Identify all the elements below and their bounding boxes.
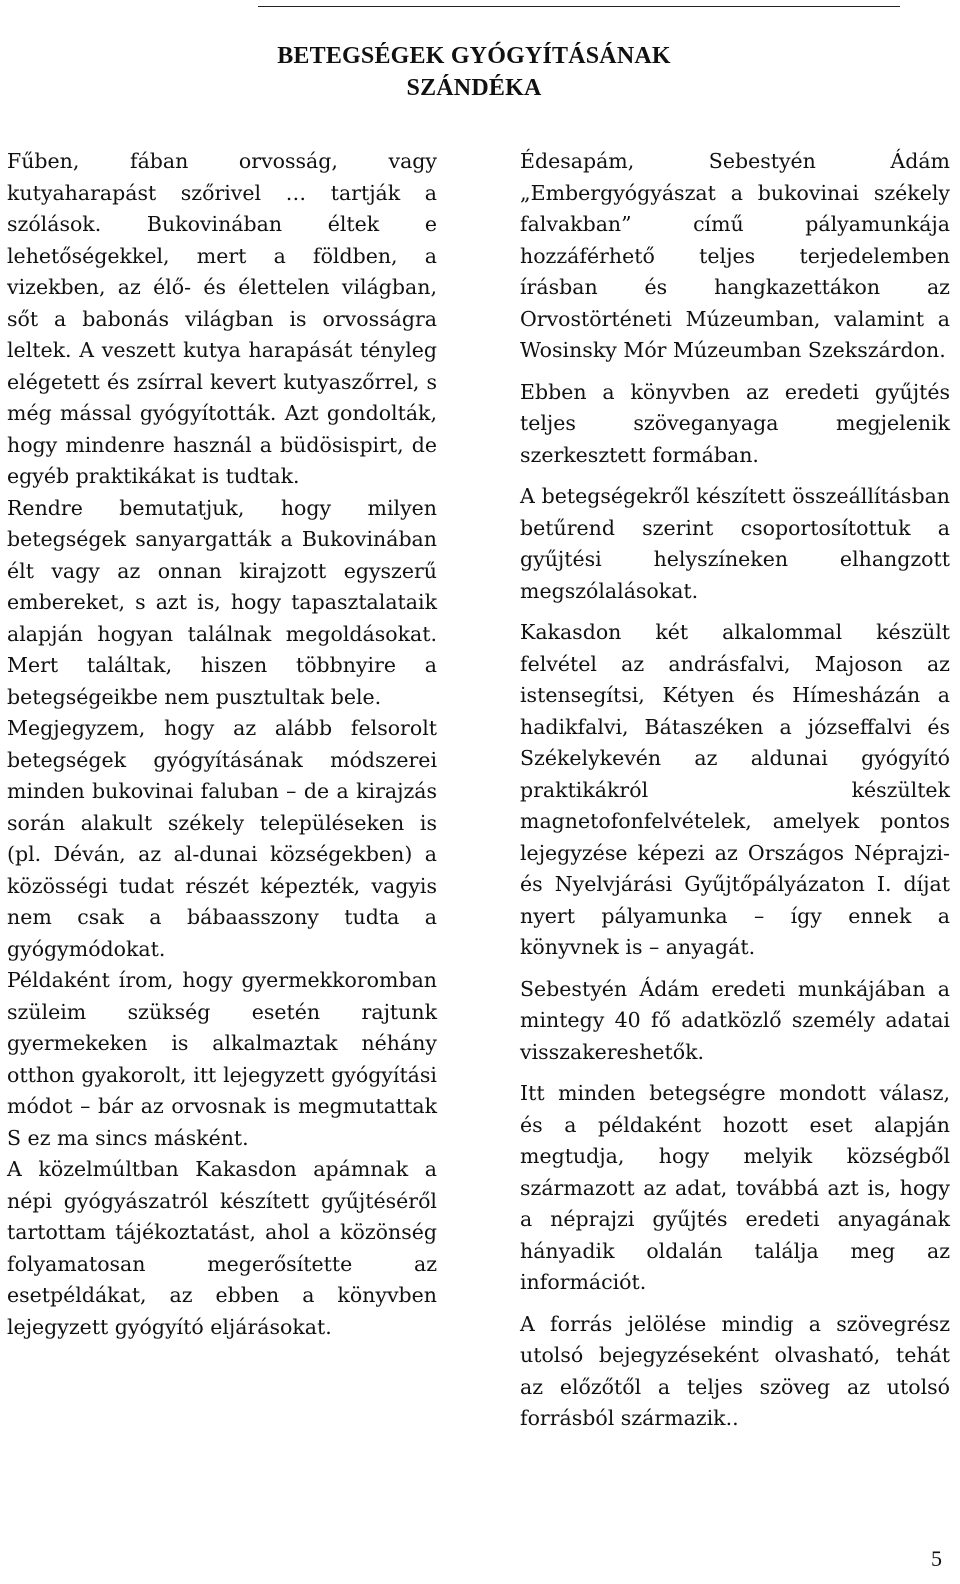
paragraph: A közelmúltban Kakasdon apámnak a népi gyógyászatról készített gyűjtéséről tartottam tájékoztatást, ahol a közönség folyamatosan megerősítette az esetpéldákat, az ebben a könyvben lejegyzett gyógyító eljárásokat.: [7, 1157, 437, 1339]
paragraph: Megjegyzem, hogy az alább felsorolt betegségek gyógyításának módszerei minden bukovinai faluban – de a kirajzás során alakult székely településeken is (pl. Déván, az al-dunai községekben) a közösségi tudat részét képezték, vagyis nem csak a bábaasszony tudta a gyógymódokat.: [7, 716, 437, 961]
paragraph: Kakasdon két alkalommal készült felvétel az andrásfalvi, Majoson az istensegítsi, Kétyen és Hímesházán a hadikfalvi, Bátaszéken a józseffalvi és Székelykevén az aldunai gyógyító praktikákról készültek magnetofonfelvételek, amelyek pontos lejegyzése képezi az Országos Néprajzi- és Nyelvjárási Gyűjtőpályázaton I. díjat nyert pályamunka – így ennek a könyvnek is – anyagát.: [520, 620, 950, 959]
paragraph: Édesapám, Sebestyén Ádám „Embergyógyászat a bukovinai székely falvakban” című pályamunkája hozzáférhető teljes terjedelemben írásban és hangkazettákon az Orvostörténeti Múzeumban, valamint a Wosinsky Mór Múzeumban Szekszárdon.: [520, 149, 950, 362]
paragraph: Sebestyén Ádám eredeti munkájában a mintegy 40 fő adatközlő személy adatai visszakereshetők.: [520, 976, 950, 1064]
paragraph: Itt minden betegségre mondott válasz, és a példaként hozott eset alapján megtudja, hogy melyik községből származott az adat, továbbá azt is, hogy a néprajzi gyűjtés eredeti anyagának hányadik oldalán találja meg az információt.: [520, 1081, 950, 1294]
paragraph: Fűben, fában orvosság, vagy kutyaharapást szőrivel … tartják a szólások. Bukovinában éltek e lehetőségekkel, mert a földben, a vizekben, az élő- és élettelen világban, sőt a babonás világban is orvosságra leltek. A veszett kutya harapását tényleg elégetett és zsírral kevert kutyaszőrrel, s még mással gyógyították. Azt gondolták, hogy mindenre használ a büdösispirt, de egyéb praktikákat is tudtak.: [7, 149, 437, 488]
paragraph: Rendre bemutatjuk, hogy milyen betegségek sanyargatták a Bukovinában élt vagy az onnan kirajzott egyszerű embereket, s azt is, hogy tapasztalataik alapján hogyan találnak megoldásokat. Mert találtak, hiszen többnyire a betegségeikbe nem pusztultak bele.: [7, 495, 437, 709]
left-column: [7, 146, 437, 1343]
page-title: [200, 40, 748, 104]
paragraph: Ebben a könyvben az eredeti gyűjtés teljes szöveganyaga megjelenik szerkesztett formában.: [520, 379, 950, 467]
paragraph: A forrás jelölése mindig a szövegrész utolsó bejegyzéseként olvasható, tehát az előzőtől a teljes szöveg az utolsó forrásból származik..: [520, 1311, 950, 1430]
right-column: [520, 146, 950, 1445]
title-line-1: BETEGSÉGEK GYÓGYÍTÁSÁNAK: [277, 43, 671, 69]
paragraph: Példaként írom, hogy gyermekkoromban szüleim szükség esetén rajtunk gyermekeken is alkalmaztak néhány otthon gyakorolt, itt lejegyzett gyógyítási módot – bár az orvosnak is megmutattak S ez ma sincs másként.: [7, 968, 437, 1150]
header-rule: [258, 6, 900, 7]
page-number: 5: [931, 1546, 942, 1571]
title-line-2: SZÁNDÉKA: [406, 75, 542, 101]
paragraph: A betegségekről készített összeállításban betűrend szerint csoportosítottuk a gyűjtési helyszíneken elhangzott megszólalásokat.: [520, 484, 950, 603]
